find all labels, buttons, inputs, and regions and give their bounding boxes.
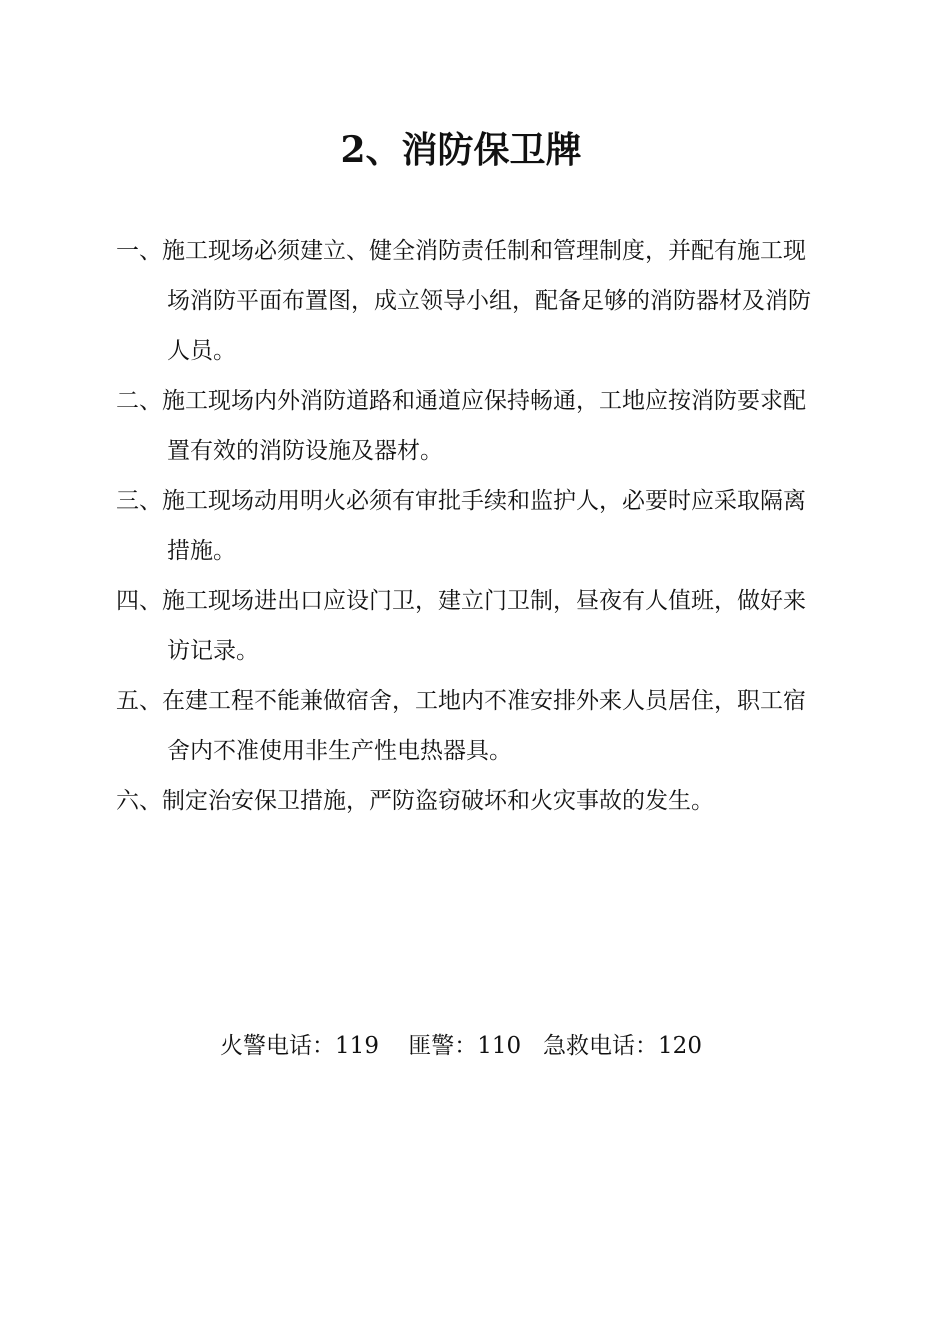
rule-item-3 (116, 476, 816, 576)
rule-text: 施工现场内外消防道路和通道应保持畅通，工地应按消防要求配置有效的消防设施及器材。 (162, 388, 806, 464)
rule-text: 施工现场动用明火必须有审批手续和监护人，必要时应采取隔离措施。 (162, 488, 806, 564)
rule-marker: 五、 (116, 688, 162, 714)
police-phone-label: 匪警： (408, 1033, 478, 1059)
rule-marker: 二、 (116, 388, 162, 414)
rule-marker: 四、 (116, 588, 162, 614)
rule-marker: 六、 (116, 788, 162, 814)
rule-marker: 三、 (116, 488, 162, 514)
emergency-phones (0, 1022, 922, 1070)
rule-text: 施工现场必须建立、健全消防责任制和管理制度，并配有施工现场消防平面布置图，成立领导小组，配备足够的消防器材及消防人员。 (162, 238, 811, 364)
fire-phone-label: 火警电话： (220, 1033, 336, 1059)
rule-item-4 (116, 576, 816, 676)
rule-item-6 (116, 776, 816, 826)
rules-list (116, 226, 816, 826)
rule-marker: 一、 (116, 238, 162, 264)
ambulance-phone-label: 急救电话： (543, 1033, 659, 1059)
rule-text: 制定治安保卫措施，严防盗窃破坏和火灾事故的发生。 (162, 788, 714, 814)
rule-text: 在建工程不能兼做宿舍，工地内不准安排外来人员居住，职工宿舍内不准使用非生产性电热器具。 (162, 688, 806, 764)
rule-text: 施工现场进出口应设门卫，建立门卫制，昼夜有人值班，做好来访记录。 (162, 588, 806, 664)
rule-item-5 (116, 676, 816, 776)
rule-item-1 (116, 226, 816, 376)
fire-phone-number: 119 (335, 1033, 379, 1059)
page-title: 2、消防保卫牌 (340, 129, 582, 171)
ambulance-phone-number: 120 (658, 1033, 702, 1059)
police-phone-number: 110 (477, 1033, 522, 1059)
rule-item-2 (116, 376, 816, 476)
